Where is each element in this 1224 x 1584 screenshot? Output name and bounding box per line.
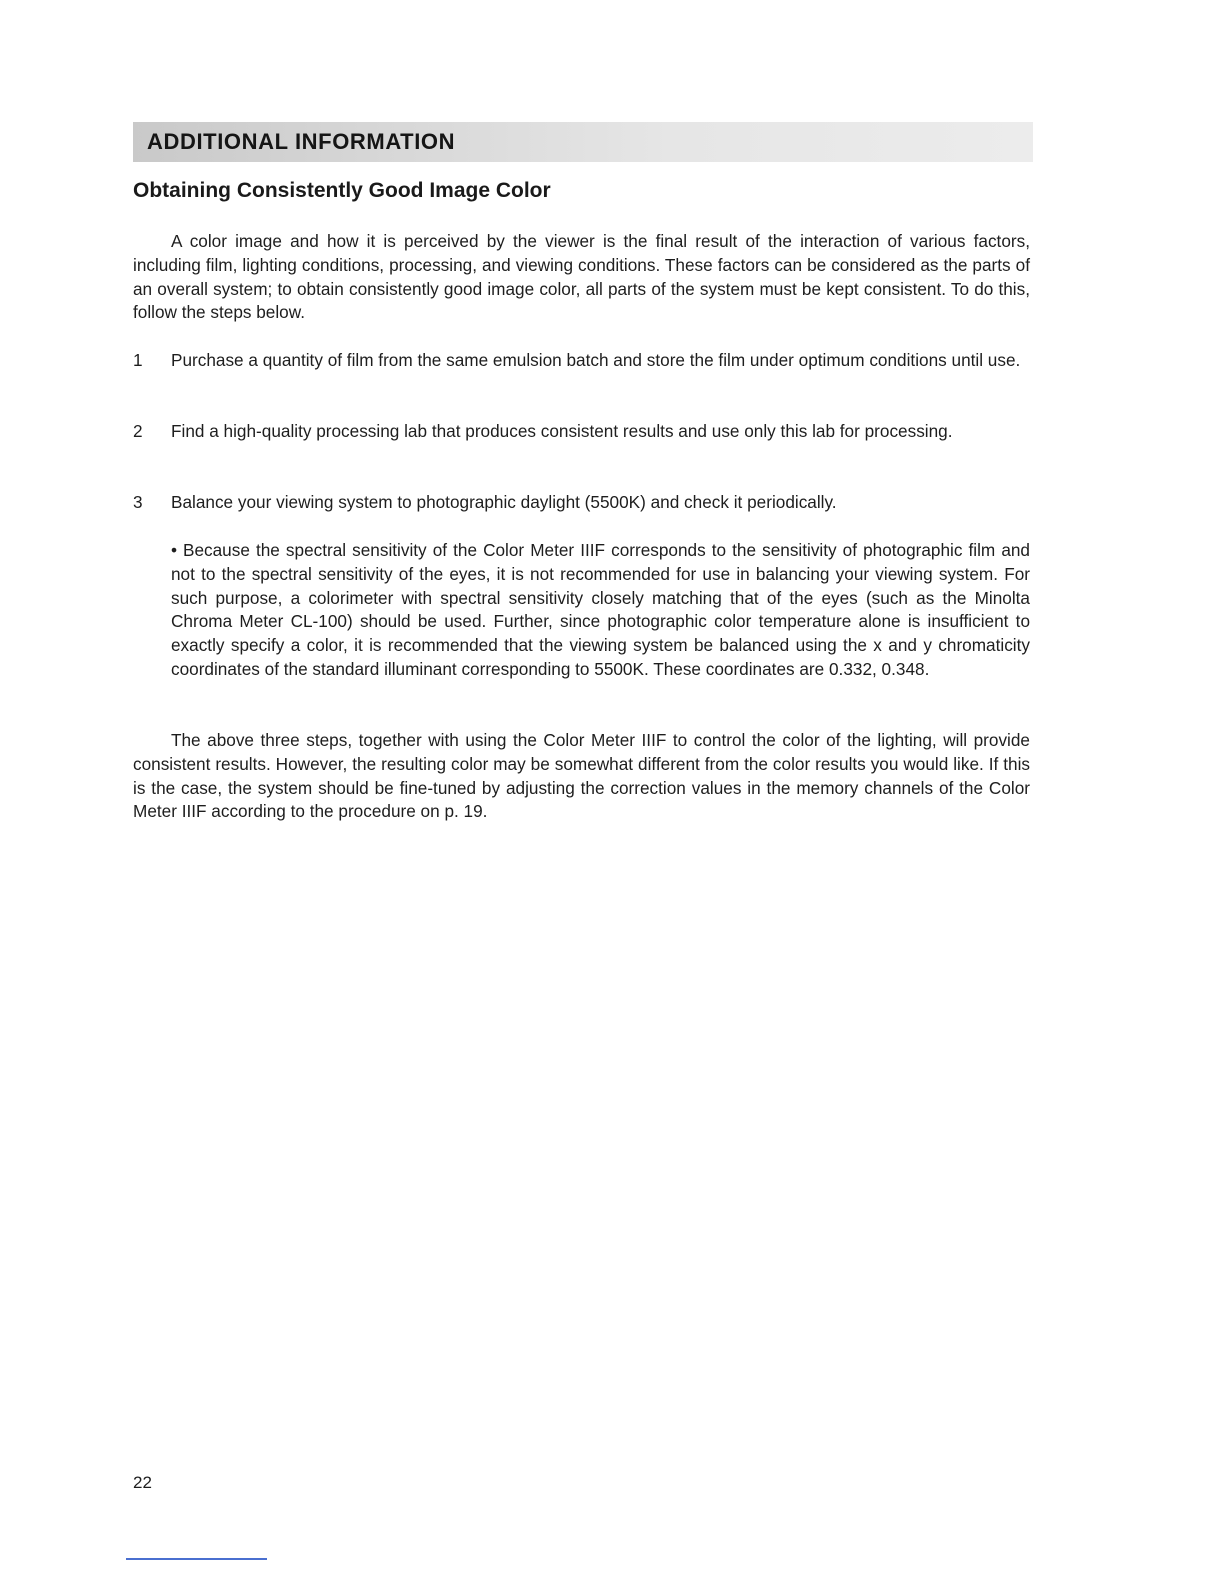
step-item-2 [133, 420, 1030, 444]
section-banner [133, 122, 1033, 162]
step-number: 1 [133, 350, 143, 370]
closing-paragraph: The above three steps, together with using the Color Meter IIIF to control the color of the lighting, will provide consistent results. However, the resulting color may be somewhat different from the color results you would like. If this is the case, the system should be fine-tuned by adjusting the correction values in the memory channels of the Color Meter IIIF according to the procedure on p. 19. [133, 730, 1030, 822]
note-text: Because the spectral sensitivity of the Color Meter IIIF corresponds to the sensitivity of photographic film and not to the spectral sensitivity of the eyes, it is not recommended for use in balancing your viewing system. For such purpose, a colorimeter with spectral sensitivity closely matching that of the eyes (such as the Minolta Chroma Meter CL-100) should be used. Further, since photographic color temperature alone is insufficient to exactly specify a color, it is recommended that the viewing system be balanced using the x and y chromaticity coordinates of the standard illuminant corresponding to 5500K. These coordinates are 0.332, 0.348. [171, 540, 1030, 679]
section-banner-title: ADDITIONAL INFORMATION [147, 129, 456, 154]
note-paragraph [171, 539, 1030, 682]
step-item-1 [133, 349, 1030, 373]
step-text: Find a high-quality processing lab that produces consistent results and use only this lab for processing. [171, 421, 953, 441]
page-number: 22 [133, 1473, 152, 1492]
step-number: 2 [133, 421, 143, 441]
step-number: 3 [133, 492, 143, 512]
step-item-3 [133, 491, 1030, 515]
step-text: Balance your viewing system to photographic daylight (5500K) and check it periodically. [171, 492, 837, 512]
bullet-icon: • [171, 540, 178, 560]
footer-rule [126, 1558, 267, 1560]
step-text: Purchase a quantity of film from the same emulsion batch and store the film under optimum conditions until use. [171, 350, 1021, 370]
page-heading: Obtaining Consistently Good Image Color [133, 179, 551, 202]
intro-paragraph: A color image and how it is perceived by the viewer is the final result of the interaction of various factors, including film, lighting conditions, processing, and viewing conditions. These factors can be considered as the parts of an overall system; to obtain consistently good image color, all parts of the system must be kept consistent. To do this, follow the steps below. [133, 231, 1030, 323]
